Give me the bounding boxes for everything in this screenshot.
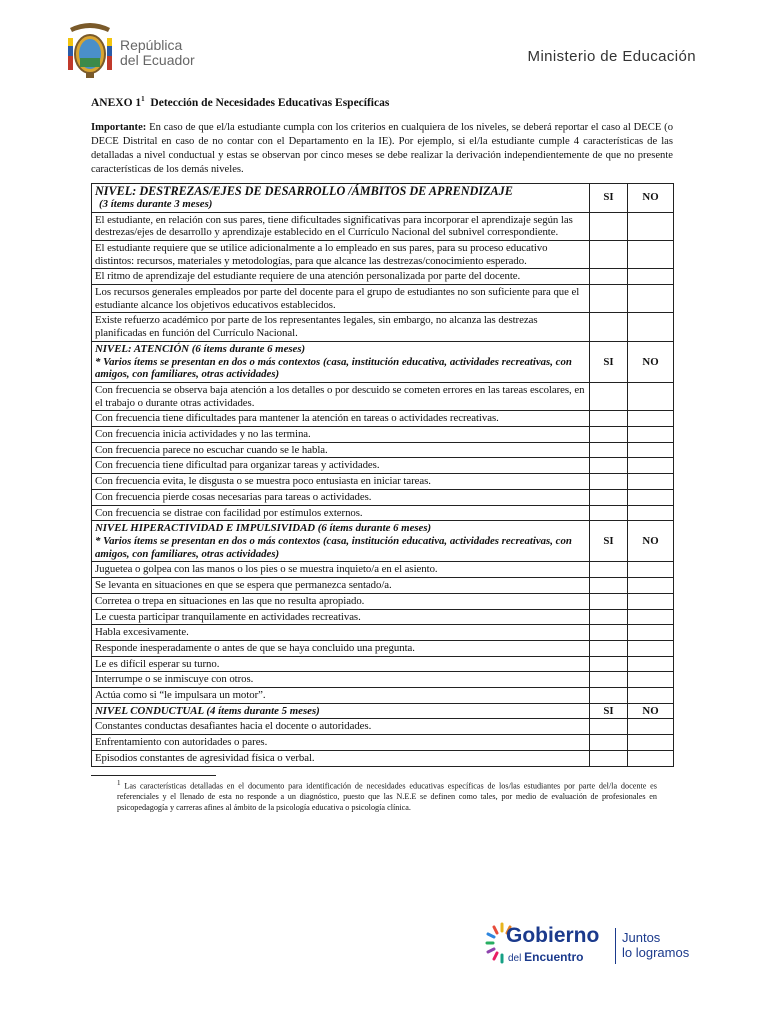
section-header-row [92, 341, 674, 382]
answer-no-cell[interactable] [628, 411, 674, 427]
answer-no-cell[interactable] [628, 672, 674, 688]
answer-no-cell[interactable] [628, 688, 674, 704]
table-row [92, 625, 674, 641]
table-row [92, 458, 674, 474]
table-row [92, 640, 674, 656]
footnote-divider [91, 775, 216, 776]
answer-yes-cell[interactable] [590, 212, 628, 240]
slogan [622, 930, 689, 960]
footnote [117, 778, 657, 814]
section-title-cell [92, 703, 590, 719]
coat-of-arms-icon [64, 20, 116, 80]
section-no-header: NO [628, 183, 674, 212]
answer-yes-cell[interactable] [590, 240, 628, 268]
answer-yes-cell[interactable] [590, 442, 628, 458]
table-row [92, 489, 674, 505]
table-row [92, 442, 674, 458]
checklist-table [91, 183, 674, 767]
section-yes-header: SI [590, 703, 628, 719]
important-label: Importante: [91, 121, 147, 133]
criterion-text: Responde inesperadamente o antes de que se haya concluido una pregunta. [92, 640, 590, 656]
answer-yes-cell[interactable] [590, 505, 628, 521]
section-title: NIVEL HIPERACTIVIDAD E IMPULSIVIDAD (6 ítems durante 6 meses) [95, 522, 432, 535]
answer-yes-cell[interactable] [590, 640, 628, 656]
republic-line2: del Ecuador [120, 52, 195, 68]
criterion-text: Existe refuerzo académico por parte de los representantes legales, sin embargo, no alcanza las destrezas planificadas en función del Currículo Nacional. [92, 313, 590, 341]
answer-no-cell[interactable] [628, 240, 674, 268]
answer-no-cell[interactable] [628, 735, 674, 751]
section-no-header: NO [628, 703, 674, 719]
answer-yes-cell[interactable] [590, 458, 628, 474]
criterion-text: Constantes conductas desafiantes hacia el docente o autoridades. [92, 719, 590, 735]
answer-no-cell[interactable] [628, 427, 674, 443]
table-row [92, 382, 674, 410]
section-header-row [92, 521, 674, 562]
table-row [92, 240, 674, 268]
answer-no-cell[interactable] [628, 382, 674, 410]
answer-yes-cell[interactable] [590, 656, 628, 672]
answer-yes-cell[interactable] [590, 427, 628, 443]
table-row [92, 593, 674, 609]
answer-yes-cell[interactable] [590, 474, 628, 490]
annex-title [91, 95, 673, 109]
criterion-text: El estudiante, en relación con sus pares, tiene dificultades significativas para incorporar el aprendizaje según las destrezas/ejes de desarrollo y aprendizaje establecido en el Currículo Nacional del subnivel correspondiente. [92, 212, 590, 240]
answer-no-cell[interactable] [628, 442, 674, 458]
republic-name [120, 38, 195, 68]
section-yes-header: SI [590, 341, 628, 382]
footnote-text: Las características detalladas en el documento para identificación de necesidades educativas específicas de los/las estudiantes por parte del/la docente es referenciales y el llenado de esta no responde a un diagnóstico, puesto que las N.E.E se definen como tales, por medio de evaluación de profesionales en psicopedagogía y carreras afines al ámbito de la psicología educativa o psicología clínica. [117, 781, 657, 813]
answer-yes-cell[interactable] [590, 313, 628, 341]
section-header-row [92, 183, 674, 212]
answer-yes-cell[interactable] [590, 269, 628, 285]
section-subtitle: (3 ítems durante 3 meses) [99, 197, 213, 210]
criterion-text: Interrumpe o se inmiscuye con otros. [92, 672, 590, 688]
answer-no-cell[interactable] [628, 593, 674, 609]
table-row [92, 474, 674, 490]
section-subtitle: * Varios ítems se presentan en dos o más contextos (casa, institución educativa, actividades recreativas, con amigos, con familiares, otras actividades) [95, 355, 572, 381]
criterion-text: Corretea o trepa en situaciones en las que no resulta apropiado. [92, 593, 590, 609]
answer-yes-cell[interactable] [590, 672, 628, 688]
logo-divider [615, 928, 616, 964]
answer-yes-cell[interactable] [590, 719, 628, 735]
criterion-text: Le es difícil esperar su turno. [92, 656, 590, 672]
important-text: En caso de que el/la estudiante cumpla con los criterios en cualquiera de los niveles, se deberá reportar el caso al DECE (o DECE Distrital en caso de no contar con el Departamento en la IE). Por ejemplo, si el/la estudiante cumple 4 características de las detalladas a nivel conductual y estas se observan por cinco meses se debe realizar la derivación independientemente de que no presente características de los demás niveles. [91, 121, 673, 175]
answer-yes-cell[interactable] [590, 609, 628, 625]
criterion-text: Enfrentamiento con autoridades o pares. [92, 735, 590, 751]
annex-subtitle: Detección de Necesidades Educativas Específicas [150, 96, 390, 109]
table-row [92, 285, 674, 313]
criterion-text: Con frecuencia pierde cosas necesarias para tareas o actividades. [92, 489, 590, 505]
criterion-text: El ritmo de aprendizaje del estudiante requiere de una atención personalizada por parte del docente. [92, 269, 590, 285]
section-no-header: NO [628, 521, 674, 562]
criterion-text: Episodios constantes de agresividad física o verbal. [92, 750, 590, 766]
section-yes-header: SI [590, 521, 628, 562]
answer-yes-cell[interactable] [590, 411, 628, 427]
section-title: NIVEL CONDUCTUAL (4 ítems durante 5 meses) [95, 704, 320, 717]
answer-no-cell[interactable] [628, 269, 674, 285]
answer-no-cell[interactable] [628, 489, 674, 505]
answer-no-cell[interactable] [628, 609, 674, 625]
table-row [92, 505, 674, 521]
section-title-cell [92, 183, 590, 212]
table-row [92, 212, 674, 240]
answer-no-cell[interactable] [628, 656, 674, 672]
answer-no-cell[interactable] [628, 474, 674, 490]
criterion-text: Los recursos generales empleados por parte del docente para el grupo de estudiantes no son suficiente para que el estudiante alcance los objetivos educativos establecidos. [92, 285, 590, 313]
page-header [0, 18, 768, 88]
answer-no-cell[interactable] [628, 719, 674, 735]
table-row [92, 750, 674, 766]
criterion-text: Actúa como si “le impulsara un motor”. [92, 688, 590, 704]
answer-no-cell[interactable] [628, 505, 674, 521]
table-row [92, 427, 674, 443]
table-row [92, 313, 674, 341]
answer-yes-cell[interactable] [590, 593, 628, 609]
annex-label: ANEXO 1 [91, 96, 142, 109]
logo-subtitle-prefix: del [508, 953, 522, 964]
answer-yes-cell[interactable] [590, 750, 628, 766]
criterion-text: Con frecuencia evita, le disgusta o se muestra poco entusiasta en iniciar tareas. [92, 474, 590, 490]
logo-subtitle [508, 950, 583, 964]
criterion-text: Con frecuencia tiene dificultades para mantener la atención en tareas o actividades recreativas. [92, 411, 590, 427]
table-row [92, 735, 674, 751]
answer-no-cell[interactable] [628, 285, 674, 313]
criterion-text: Habla excesivamente. [92, 625, 590, 641]
section-yes-header: SI [590, 183, 628, 212]
answer-yes-cell[interactable] [590, 382, 628, 410]
criterion-text: Se levanta en situaciones en que se espera que permanezca sentado/a. [92, 578, 590, 594]
criterion-text: Con frecuencia se observa baja atención a los detalles o por descuido se cometen errores en las tareas escolares, en el trabajo o durante otras actividades. [92, 382, 590, 410]
answer-no-cell[interactable] [628, 212, 674, 240]
answer-yes-cell[interactable] [590, 625, 628, 641]
table-row [92, 578, 674, 594]
section-title-cell [92, 341, 590, 382]
section-header-row [92, 703, 674, 719]
table-row [92, 688, 674, 704]
table-row [92, 656, 674, 672]
answer-no-cell[interactable] [628, 578, 674, 594]
answer-no-cell[interactable] [628, 640, 674, 656]
ministry-name: Ministerio de Educación [527, 48, 696, 65]
government-logo [484, 918, 724, 974]
document-body [91, 95, 673, 813]
section-title: NIVEL: ATENCIÓN (6 ítems durante 6 meses) [95, 342, 306, 355]
answer-no-cell[interactable] [628, 625, 674, 641]
section-subtitle: * Varios ítems se presentan en dos o más contextos (casa, institución educativa, actividades recreativas, con amigos, con familiares, otras actividades) [95, 535, 572, 560]
answer-yes-cell[interactable] [590, 489, 628, 505]
answer-no-cell[interactable] [628, 313, 674, 341]
table-row [92, 269, 674, 285]
criterion-text: Con frecuencia tiene dificultad para organizar tareas y actividades. [92, 458, 590, 474]
slogan-line2: lo logramos [622, 945, 690, 960]
annex-footnote-ref: 1 [141, 95, 145, 103]
section-title-cell [92, 521, 590, 562]
criterion-text: Con frecuencia se distrae con facilidad por estímulos externos. [92, 505, 590, 521]
answer-no-cell[interactable] [628, 458, 674, 474]
answer-yes-cell[interactable] [590, 285, 628, 313]
footnote-number: 1 [117, 778, 121, 787]
criterion-text: El estudiante requiere que se utilice adicionalmente a lo empleado en sus pares, para su proceso educativo distintos: recursos, materiales y metodologías, para que alcance las destrezas/conocimiento esperado. [92, 240, 590, 268]
answer-no-cell[interactable] [628, 562, 674, 578]
slogan-line1: Juntos [622, 930, 661, 945]
table-row [92, 719, 674, 735]
section-title: NIVEL: DESTREZAS/EJES DE DESARROLLO /ÁMBITOS DE APRENDIZAJE [95, 183, 513, 198]
criterion-text: Con frecuencia parece no escuchar cuando se le habla. [92, 442, 590, 458]
table-row [92, 672, 674, 688]
answer-yes-cell[interactable] [590, 562, 628, 578]
section-no-header: NO [628, 341, 674, 382]
answer-yes-cell[interactable] [590, 688, 628, 704]
table-row [92, 609, 674, 625]
criterion-text: Con frecuencia inicia actividades y no las termina. [92, 427, 590, 443]
criterion-text: Juguetea o golpea con las manos o los pies o se muestra inquieto/a en el asiento. [92, 562, 590, 578]
table-row [92, 411, 674, 427]
criterion-text: Le cuesta participar tranquilamente en actividades recreativas. [92, 609, 590, 625]
logo-subtitle-bold: Encuentro [524, 950, 584, 964]
republic-line1: República [120, 37, 183, 53]
logo-title: Gobierno [506, 924, 600, 947]
table-row [92, 562, 674, 578]
answer-yes-cell[interactable] [590, 578, 628, 594]
answer-no-cell[interactable] [628, 750, 674, 766]
important-note [91, 121, 673, 177]
answer-yes-cell[interactable] [590, 735, 628, 751]
